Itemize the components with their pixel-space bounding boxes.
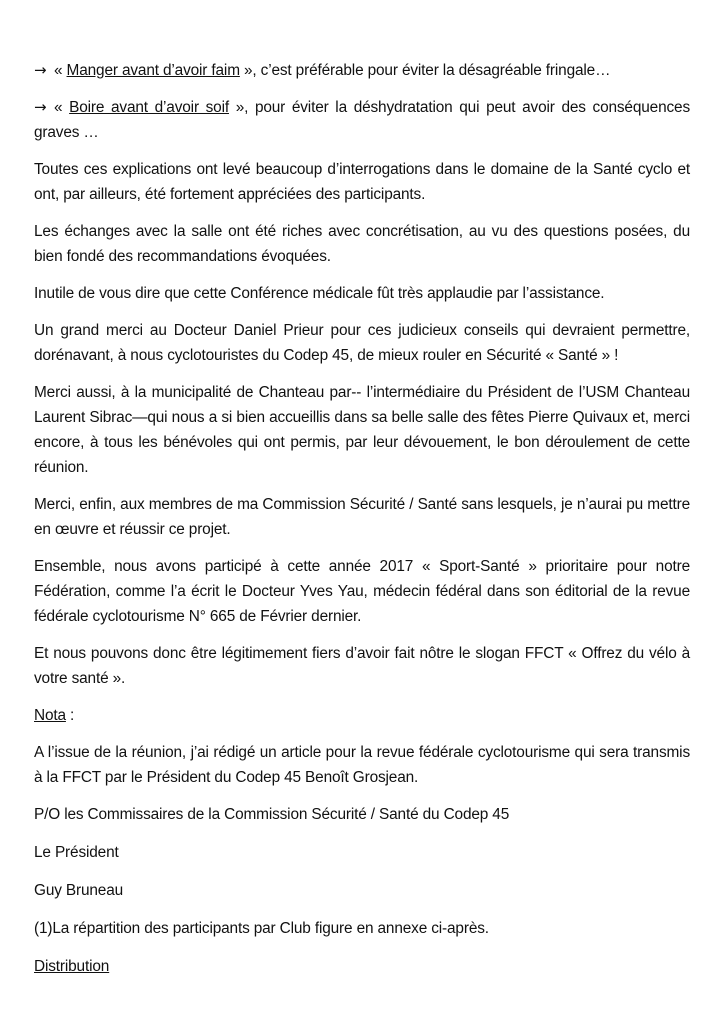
nota-suffix: : (65, 707, 75, 724)
bullet-open-quote: « (54, 62, 67, 79)
footnote: (1)La répartition des participants par Club figure en annexe ci-après. (34, 920, 489, 937)
bullet-eat-before-hunger (34, 58, 690, 83)
bullet-rest-text: », c’est préférable pour éviter la désagréable fringale… (239, 62, 611, 79)
bullet-open-quote: « (54, 99, 70, 116)
paragraph-exchanges: Les échanges avec la salle ont été riches avec concrétisation, au vu des questions posées, du bien fondé des recommandations évoquées. (34, 223, 690, 265)
distribution-label: Distribution (34, 958, 110, 975)
signature-commission: P/O les Commissaires de la Commission Sécurité / Santé du Codep 45 (34, 806, 510, 823)
paragraph-sport-sante: Ensemble, nous avons participé à cette année 2017 « Sport-Santé » prioritaire pour notre Fédération, comme l’a écrit le Docteur Yves Yau, médecin fédéral dans son éditorial de la revue fédérale cyclotourisme N° 665 de Février dernier. (34, 558, 690, 625)
paragraph-applause: Inutile de vous dire que cette Conférence médicale fût très applaudie par l’assistance. (34, 285, 605, 302)
paragraph-explanations: Toutes ces explications ont levé beaucoup d’interrogations dans le domaine de la Santé cyclo et ont, par ailleurs, été fortement appréciées des participants. (34, 161, 690, 203)
nota-heading (34, 703, 690, 728)
bullet-rest-text: », pour éviter la déshydratation qui peut avoir des conséquences graves … (34, 99, 690, 141)
distribution-heading (34, 954, 690, 979)
signature-title: Le Président (34, 844, 119, 861)
bullet-underlined-text: Manger avant d’avoir faim (66, 62, 240, 79)
document-page (34, 58, 690, 991)
bullet-underlined-text: Boire avant d’avoir soif (69, 99, 229, 116)
right-arrow-icon: → (34, 98, 47, 116)
paragraph-slogan: Et nous pouvons donc être légitimement fiers d’avoir fait nôtre le slogan FFCT « Offrez du vélo à votre santé ». (34, 645, 690, 687)
paragraph-thanks-commission: Merci, enfin, aux membres de ma Commission Sécurité / Santé sans lesquels, je n’aurai pu mettre en œuvre et réussir ce projet. (34, 496, 690, 538)
bullet-drink-before-thirst (34, 95, 690, 145)
signature-name: Guy Bruneau (34, 882, 124, 899)
paragraph-thanks-doctor: Un grand merci au Docteur Daniel Prieur pour ces judicieux conseils qui devraient permettre, dorénavant, à nous cyclotouristes du Codep 45, de mieux rouler en Sécurité « Santé » ! (34, 322, 690, 364)
nota-label: Nota (34, 707, 66, 724)
paragraph-thanks-municipality: Merci aussi, à la municipalité de Chanteau par-- l’intermédiaire du Président de l’USM Chanteau Laurent Sibrac—qui nous a si bien accueillis dans sa belle salle des fêtes Pierre Quivaux et, merci encore, à tous les bénévoles qui ont permis, par leur dévouement, le bon déroulement de cette réunion. (34, 384, 690, 476)
nota-text: A l’issue de la réunion, j’ai rédigé un article pour la revue fédérale cyclotourisme qui sera transmis à la FFCT par le Président du Codep 45 Benoît Grosjean. (34, 744, 690, 786)
right-arrow-icon: → (34, 61, 47, 79)
